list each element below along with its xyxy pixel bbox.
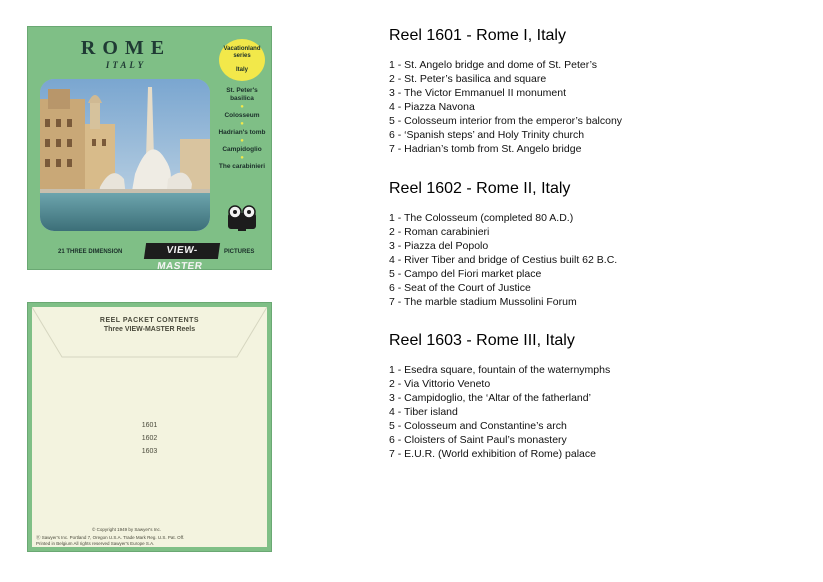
side-item-basilica: St. Peter's basilica [226, 87, 258, 102]
list-item: 6 - Cloisters of Saint Paul’s monastery [389, 434, 567, 446]
reel-title: Reel 1602 - Rome II, Italy [389, 180, 571, 197]
vacationland-badge [219, 39, 265, 81]
reel-section-1602 [389, 180, 809, 309]
side-panel [216, 39, 268, 172]
back-packet [27, 302, 272, 552]
front-packet [27, 26, 272, 270]
side-item-campidoglio: Campidoglio [222, 146, 262, 153]
trademark-text: Ⓡ Sawyer's Inc. Portland 7, Oregon U.S.A. Trade Mark Reg. U.S. Pat. Off. [36, 535, 185, 540]
reel-item-list [389, 211, 809, 309]
list-item: 3 - The Victor Emmanuel II monument [389, 87, 567, 99]
packet-title: ROME [80, 37, 172, 59]
list-item: 6 - Seat of the Court of Justice [389, 282, 531, 294]
list-item: 5 - Colosseum interior from the emperor’s balcony [389, 115, 623, 127]
side-item-carabinieri: The carabinieri [218, 163, 266, 170]
reel-section-1601 [389, 27, 809, 156]
reel-number: 1601 [141, 422, 158, 429]
list-item: 6 - ‘Spanish steps’ and Holy Trinity church [389, 129, 585, 141]
badge-line-3: Italy [235, 67, 248, 73]
bullet-icon: ● [240, 104, 244, 110]
list-item: 7 - E.U.R. (World exhibition of Rome) palace [389, 448, 596, 460]
side-item-hadrians-tomb: Hadrian's tomb [218, 129, 266, 136]
list-item: 2 - Roman carabinieri [389, 226, 490, 238]
list-item: 3 - Campidoglio, the ‘Altar of the fatherland’ [389, 392, 591, 404]
list-item: 1 - Esedra square, fountain of the waternymphs [389, 364, 611, 376]
list-item: 2 - St. Peter’s basilica and square [389, 73, 547, 85]
reel-number-list [32, 419, 267, 458]
packet-subtitle: ITALY [105, 60, 147, 70]
list-item: 1 - St. Angelo bridge and dome of St. Peter’s [389, 59, 597, 71]
badge-line-2: series [233, 53, 251, 59]
list-item: 2 - Via Vittorio Veneto [389, 378, 491, 390]
rome-fountain-photo [40, 79, 210, 231]
three-reels-subheading: Three VIEW-MASTER Reels [103, 326, 196, 333]
reel-item-list [389, 58, 809, 156]
viewmaster-logo: VIEW-MASTER [144, 243, 220, 259]
packet-bottom-row [28, 245, 273, 272]
bullet-icon: ● [240, 138, 244, 144]
reel-title: Reel 1603 - Rome III, Italy [389, 332, 575, 349]
pictures-label: PICTURES [224, 249, 255, 255]
reel-number: 1603 [141, 448, 158, 455]
list-item: 7 - Hadrian’s tomb from St. Angelo bridge [389, 143, 582, 155]
reel-section-1603 [389, 332, 809, 461]
bullet-icon: ● [240, 155, 244, 161]
badge-line-1: Vacationland [223, 46, 261, 52]
printed-in-text: Printed in Belgium All rights reserved Sawyer's Europe S.A. [36, 541, 155, 546]
copyright-text: © Copyright 1949 by Sawyer's Inc. [92, 527, 161, 532]
side-item-colosseum: Colosseum [224, 112, 260, 119]
list-item: 1 - The Colosseum (completed 80 A.D.) [389, 212, 574, 224]
list-item: 5 - Colosseum and Constantine’s arch [389, 420, 567, 432]
list-item: 5 - Campo del Fiori market place [389, 268, 542, 280]
list-item: 4 - Tiber island [389, 406, 458, 418]
list-item: 7 - The marble stadium Mussolini Forum [389, 296, 577, 308]
back-packet-inner [32, 307, 267, 547]
packet-photo [40, 79, 210, 231]
envelope-flap [32, 307, 267, 367]
bullet-icon: ● [240, 121, 244, 127]
viewmaster-viewer-icon [224, 203, 260, 233]
reel-packet-contents-heading: REEL PACKET CONTENTS [99, 317, 200, 324]
list-item: 4 - Piazza Navona [389, 101, 475, 113]
reel-number: 1602 [141, 435, 158, 442]
list-item: 3 - Piazza del Popolo [389, 240, 489, 252]
bullet-icon: ● [240, 60, 244, 66]
three-dimension-label: 21 THREE DIMENSION [58, 249, 123, 255]
reel-title: Reel 1601 - Rome I, Italy [389, 27, 566, 44]
list-item: 4 - River Tiber and bridge of Cestius built 62 B.C. [389, 254, 618, 266]
reel-item-list [389, 363, 809, 461]
